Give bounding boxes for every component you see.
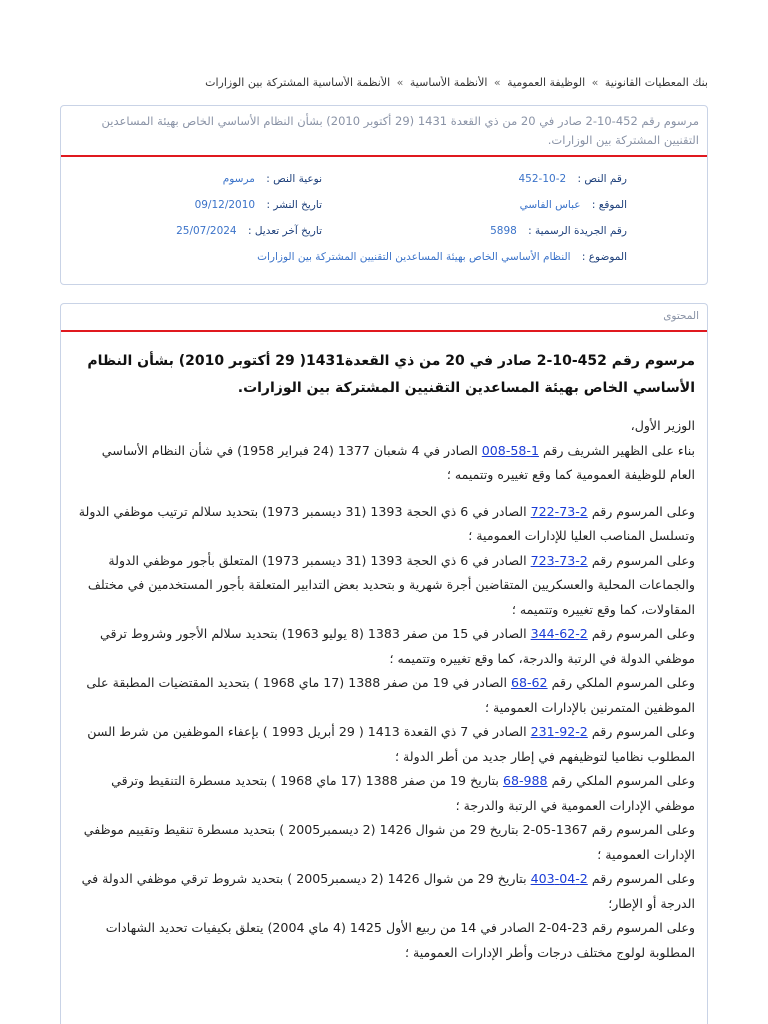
decree-403-link[interactable]: 2-04-403 [530, 871, 588, 886]
breadcrumb-separator: » [591, 76, 599, 89]
paragraph-text: الصادر في 19 من صفر 1388 (17 ماي 1968 ) بتحديد المقتضيات المطبقة على الموظفين المتمرنين بالإدارات العمومية ؛ [86, 675, 695, 715]
metadata-title: مرسوم رقم 452-10-2 صادر في 20 من ذي القعدة 1431 (29 أكتوبر 2010) بشأن النظام الأساسي الخاص بهيئة المساعدين التقنيين المشتركة بين الوزارات. [101, 114, 699, 147]
modified-date-row [176, 225, 322, 237]
modified-date-value: 25/07/2024 [176, 225, 237, 237]
text-number-value: 2-10-452 [518, 173, 567, 185]
signer-label: الموقع : [591, 199, 627, 211]
decree-723-link[interactable]: 2-73-723 [530, 552, 588, 568]
breadcrumb-item-public-service[interactable]: الوظيفة العمومية [507, 76, 586, 89]
paragraph-decree-403 [73, 867, 695, 916]
decree-344-link[interactable]: 2-62-344 [530, 626, 588, 641]
paragraph-decree-1367: وعلى المرسوم رقم 1367-05-2 بتاريخ 29 من شوال 1426 (2 ديسمبر2005 ) بتحديد مسطرة تنقيط وتقييم موظفي الإدارات العمومية ؛ [83, 822, 695, 862]
breadcrumb-item-basic-statutes[interactable]: الأنظمة الأساسية [409, 76, 488, 89]
paragraph-text: الصادر في 6 ذي الحجة 1393 (31 ديسمبر 1973) بتحديد سلالم ترتيب موظفي الدولة وتسلسل المناصب العليا للإدارات العمومية ؛ [78, 503, 695, 543]
breadcrumb [60, 76, 708, 96]
gazette-label: رقم الجريدة الرسمية : [528, 225, 627, 237]
text-type-value: مرسوم [222, 173, 255, 185]
breadcrumb-separator: » [493, 76, 501, 89]
subject-row [257, 251, 627, 263]
text-number-row [519, 173, 628, 185]
modified-date-label: تاريخ آخر تعديل : [247, 225, 322, 237]
paragraph-minister: الوزير الأول، [630, 418, 695, 433]
subject-label: الموضوع : [581, 251, 627, 263]
paragraph-text: الصادر في 15 من صفر 1383 (8 يوليو 1963) بتحديد سلالم الأجور وشروط ترقي موظفي الدولة في الرتبة والدرجة، كما وقع تغييره وتتميمه ؛ [99, 626, 695, 666]
paragraph-royal-decree-988 [73, 769, 695, 818]
subject-value: النظام الأساسي الخاص بهيئة المساعدين التقنيين المشتركة بين الوزارات [257, 251, 571, 263]
paragraph-text: بناء على الظهير الشريف رقم [538, 442, 695, 458]
content-body [61, 332, 707, 965]
paragraph-text: وعلى المرسوم رقم [587, 724, 695, 739]
paragraph-text: وعلى المرسوم الملكي رقم [547, 675, 695, 690]
paragraph-dahir [73, 439, 695, 488]
signer-row [520, 199, 627, 211]
breadcrumb-item-legal-database[interactable]: بنك المعطيات القانونية [604, 76, 708, 89]
breadcrumb-item-interministerial-statutes[interactable]: الأنظمة الأساسية المشتركة بين الوزارات [205, 76, 391, 89]
gazette-value: 5898 [490, 225, 517, 237]
content-header: المحتوى [663, 310, 699, 322]
paragraph-text: بتاريخ 29 من شوال 1426 (2 ديسمبر2005 ) بتحديد شروط ترقي موظفي الدولة في الدرجة أو الإطار؛ [81, 871, 695, 911]
paragraph-decree-231 [73, 720, 695, 769]
decree-231-link[interactable]: 2-92-231 [530, 724, 588, 739]
content-card [60, 303, 708, 1024]
paragraph-text: الصادر في 7 ذي القعدة 1413 ( 29 أبريل 1993 ) بإعفاء الموظفين من شرط السن المطلوب نظاميا لتوظيفهم في إطار جديد من أطر الدولة ؛ [87, 724, 695, 764]
publish-date-value: 09/12/2010 [194, 199, 256, 211]
text-type-row [223, 173, 322, 185]
paragraph-text: وعلى المرسوم رقم [587, 871, 695, 886]
paragraph-text: وعلى المرسوم الملكي رقم [547, 773, 695, 788]
paragraph-text: وعلى المرسوم رقم [587, 552, 695, 568]
gazette-row [490, 225, 627, 237]
metadata-grid [61, 157, 707, 287]
paragraph-decree-722 [73, 500, 695, 549]
publish-date-label: تاريخ النشر : [266, 199, 322, 211]
paragraph-royal-decree-62 [73, 671, 695, 720]
text-number-label: رقم النص : [577, 173, 627, 185]
royal-decree-62-link[interactable]: 62-68 [510, 675, 548, 690]
paragraph-decree-23: وعلى المرسوم رقم 23-04-2 الصادر في 14 من ربيع الأول 1425 (4 ماي 2004) يتعلق بكيفيات تحديد الشهادات المطلوبة لولوج مختلف درجات وأطر الإدارات العمومية ؛ [105, 920, 695, 960]
dahir-link[interactable]: 1-58-008 [481, 442, 539, 458]
paragraph-text: الصادر في 6 ذي الحجة 1393 (31 ديسمبر 1973) المتعلق بأجور موظفي الدولة والجماعات المحلية والعسكريين المتقاضين أجرة شهرية و بتحديد بعض التدابير المتعلقة بأجور المستخدمين في مختلف المقاولات، كما وقع تغييره وتتميمه ؛ [87, 552, 695, 617]
paragraph-text: الصادر في 4 شعبان 1377 (24 فبراير 1958) في شأن النظام الأساسي العام للوظيفة العمومية كما وقع تغييره وتتميمه ؛ [101, 442, 695, 482]
spacer [73, 488, 695, 500]
breadcrumb-separator: » [396, 76, 404, 89]
decree-722-link[interactable]: 2-73-722 [530, 503, 588, 519]
text-type-label: نوعية النص : [266, 173, 322, 185]
publish-date-row [195, 199, 322, 211]
paragraph-text: وعلى المرسوم رقم [587, 503, 695, 519]
royal-decree-988-link[interactable]: 988-68 [502, 773, 548, 788]
text-metadata-card [60, 105, 708, 285]
paragraph-text: وعلى المرسوم رقم [587, 626, 695, 641]
decree-title: مرسوم رقم 452-10-2 صادر في 20 من ذي القعدة1431( 29 أكتوبر 2010) بشأن النظام الأساسي الخاص بهيئة المساعدين التقنيين المشتركة بين الوزارات. [87, 353, 695, 396]
paragraph-text: بتاريخ 19 من صفر 1388 (17 ماي 1968 ) بتحديد مسطرة التنقيط وترقي موظفي الإدارات العمومية في الرتبة والدرجة ؛ [111, 773, 695, 813]
paragraph-decree-723 [73, 549, 695, 623]
signer-value: عباس الفاسي [519, 199, 581, 211]
paragraph-decree-344 [73, 622, 695, 671]
